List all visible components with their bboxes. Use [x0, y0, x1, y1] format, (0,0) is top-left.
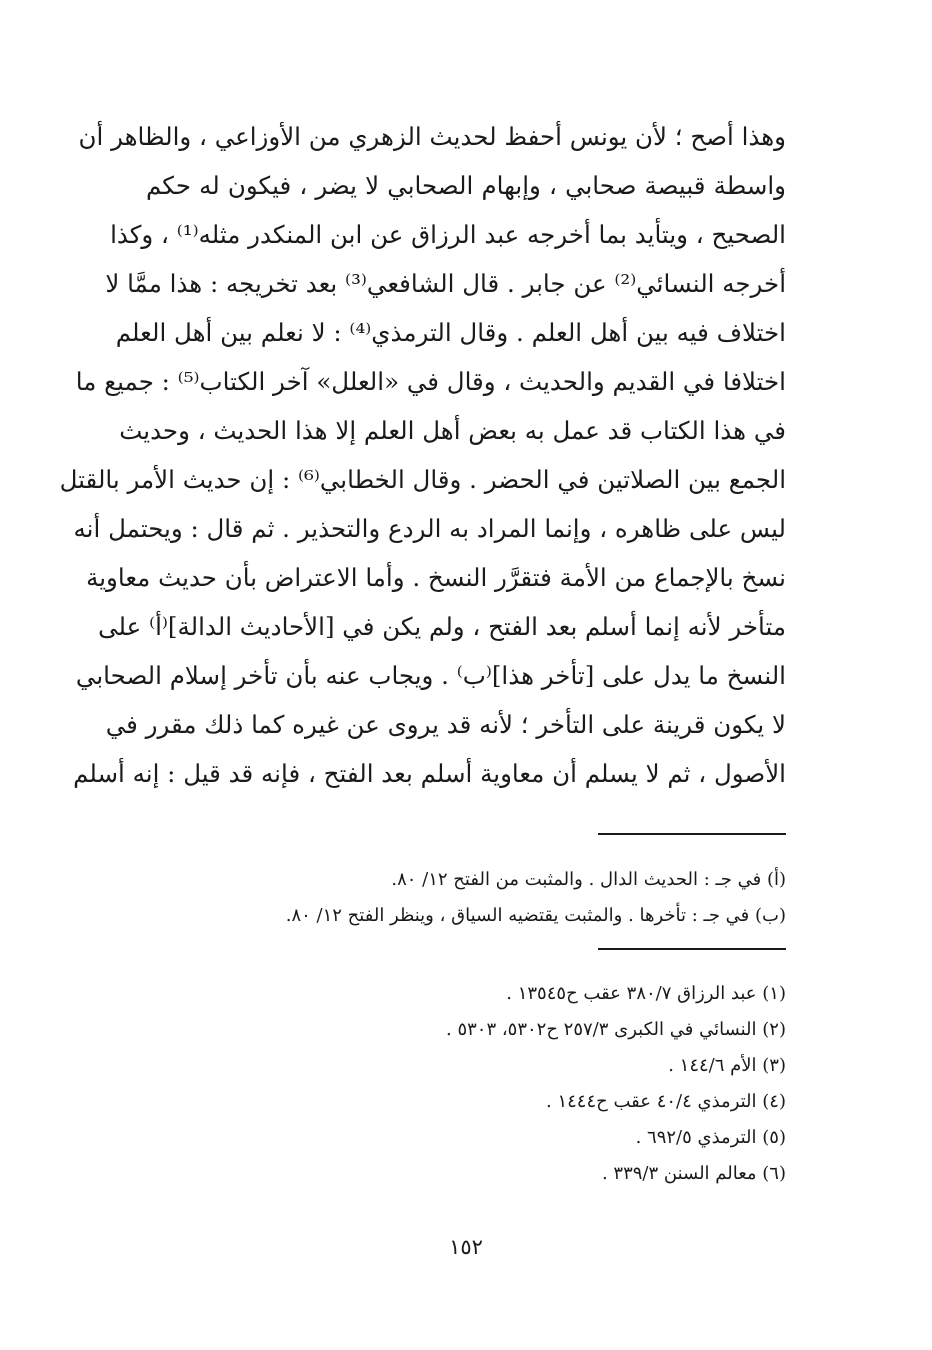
text-line: متأخر لأنه إنما أسلم بعد الفتح ، ولم يكن في [الأحاديث الدالة]⁽أ⁾ على — [98, 612, 786, 641]
variant-footnote: (ب) في جـ : تأخرها . والمثبت يقتضيه السياق ، وينظر الفتح ١٢/ ٨٠. — [285, 905, 786, 926]
source-footnote: (٢) النسائي في الكبرى ٢٥٧/٣ ح٥٣٠٢، ٥٣٠٣ . — [446, 1019, 786, 1040]
text-line: أخرجه النسائي⁽²⁾ عن جابر . قال الشافعي⁽³⁾ بعد تخريجه : هذا ممَّا لا — [105, 269, 786, 298]
variant-footnote: (أ) في جـ : الحديث الدال . والمثبت من الفتح ١٢/ ٨٠. — [391, 869, 786, 890]
source-footnote: (٣) الأم ١٤٤/٦ . — [668, 1055, 786, 1076]
text-line: اختلافا في القديم والحديث ، وقال في «العلل» آخر الكتاب⁽⁵⁾ : جميع ما — [75, 367, 786, 396]
text-line: ليس على ظاهره ، وإنما المراد به الردع والتحذير . ثم قال : ويحتمل أنه — [73, 514, 786, 543]
page-number: ١٥٢ — [449, 1235, 483, 1259]
text-line: وهذا أصح ؛ لأن يونس أحفظ لحديث الزهري من الأوزاعي ، والظاهر أن — [78, 122, 786, 151]
source-footnote: (٤) الترمذي ٤٠/٤ عقب ح١٤٤٤ . — [546, 1091, 786, 1112]
text-line: واسطة قبيصة صحابي ، وإبهام الصحابي لا يضر ، فيكون له حكم — [146, 171, 786, 200]
text-line: النسخ ما يدل على [تأخر هذا]⁽ب⁾ . ويجاب عنه بأن تأخر إسلام الصحابي — [75, 661, 786, 690]
source-footnotes — [146, 976, 786, 1192]
source-footnote: (٥) الترمذي ٦٩٢/٥ . — [635, 1127, 786, 1148]
text-line: في هذا الكتاب قد عمل به بعض أهل العلم إلا هذا الحديث ، وحديث — [119, 416, 786, 445]
main-text — [59, 112, 786, 798]
text-line: نسخ بالإجماع من الأمة فتقرَّر النسخ . وأما الاعتراض بأن حديث معاوية — [86, 563, 786, 592]
text-line: الصحيح ، ويتأيد بما أخرجه عبد الرزاق عن ابن المنكدر مثله⁽¹⁾ ، وكذا — [110, 220, 786, 249]
text-line: اختلاف فيه بين أهل العلم . وقال الترمذي⁽⁴⁾ : لا نعلم بين أهل العلم — [115, 318, 786, 347]
source-footnote: (٦) معالم السنن ٣٣٩/٣ . — [601, 1163, 786, 1184]
text-line: الأصول ، ثم لا يسلم أن معاوية أسلم بعد الفتح ، فإنه قد قيل : إنه أسلم — [73, 759, 786, 788]
text-line: الجمع بين الصلاتين في الحضر . وقال الخطابي⁽⁶⁾ : إن حديث الأمر بالقتل — [59, 465, 786, 494]
variant-footnotes — [146, 862, 786, 934]
footnote-divider-sources — [598, 948, 786, 950]
source-footnote: (١) عبد الرزاق ٣٨٠/٧ عقب ح١٣٥٤٥ . — [506, 983, 786, 1004]
text-line: لا يكون قرينة على التأخر ؛ لأنه قد يروى عن غيره كما ذلك مقرر في — [105, 710, 786, 739]
footnote-divider-variants — [598, 833, 786, 835]
